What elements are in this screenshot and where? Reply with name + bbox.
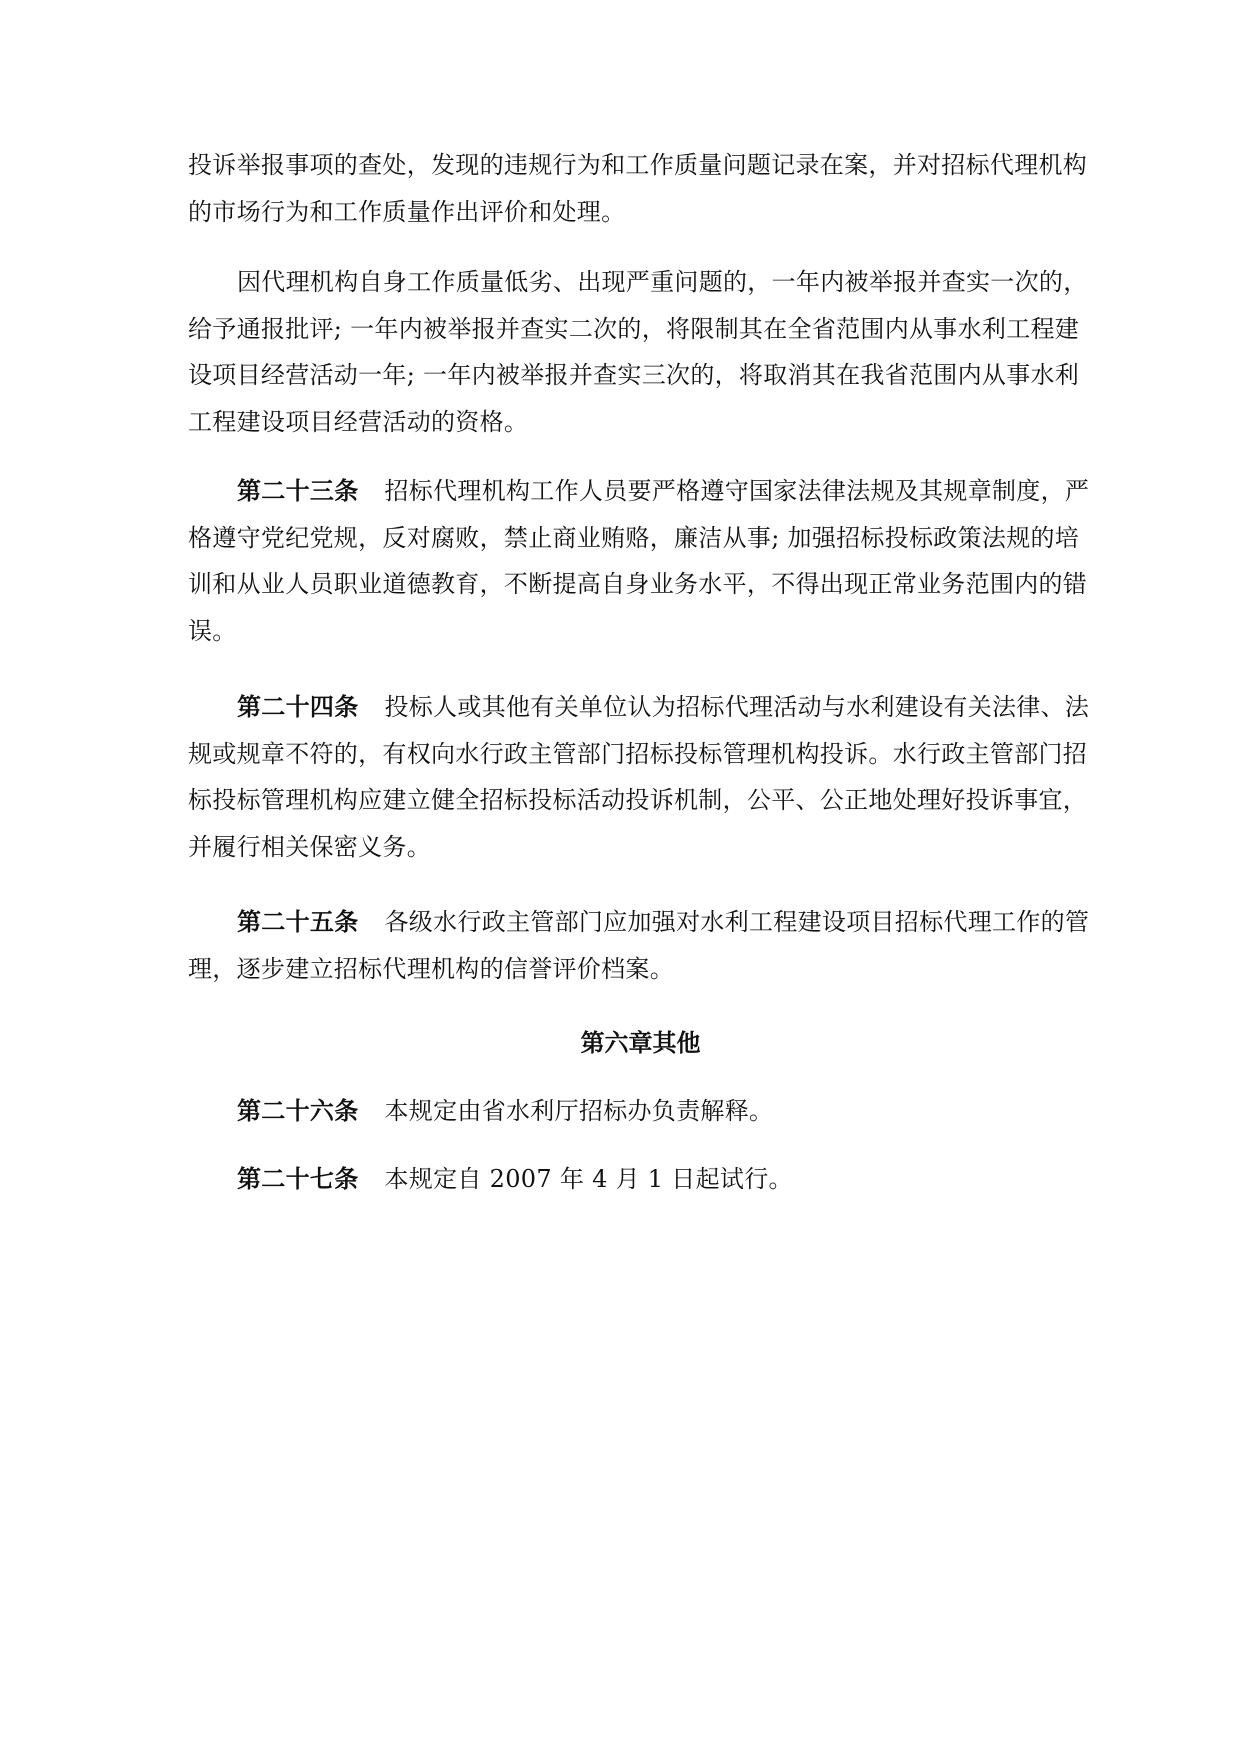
article-26 bbox=[188, 1088, 1093, 1135]
article-25 bbox=[188, 899, 1093, 992]
article-26-text: 本规定由省水利厅招标办负责解释。 bbox=[384, 1097, 774, 1125]
article-23-number: 第二十三条 bbox=[237, 476, 359, 505]
chapter-6-title: 第六章其他 bbox=[580, 1028, 701, 1057]
article-27 bbox=[188, 1156, 1093, 1203]
article-25-text: 各级水行政主管部门应加强对水利工程建设项目招标代理工作的管理，逐步建立招标代理机构的信誉评价档案。 bbox=[188, 908, 1090, 983]
article-23-text: 招标代理机构工作人员要严格遵守国家法律法规及其规章制度，严格遵守党纪党规，反对腐败，禁止商业贿赂，廉洁从事; 加强招标投标政策法规的培训和从业人员职业道德教育，不断提高自身业务水平，不得出现正常业务范围内的错误。 bbox=[188, 477, 1090, 645]
article-24 bbox=[188, 684, 1093, 870]
article-24-text: 投标人或其他有关单位认为招标代理活动与水利建设有关法律、法规或规章不符的，有权向水行政主管部门招标投标管理机构投诉。水行政主管部门招标投标管理机构应建立健全招标投标活动投诉机制，公平、公正地处理好投诉事宜，并履行相关保密义务。 bbox=[188, 693, 1090, 861]
article-23 bbox=[188, 468, 1093, 654]
article-24-number: 第二十四条 bbox=[237, 692, 359, 721]
article-25-number: 第二十五条 bbox=[237, 907, 359, 936]
paragraph-continued: 投诉举报事项的查处，发现的违规行为和工作质量问题记录在案，并对招标代理机构的市场行为和工作质量作出评价和处理。 bbox=[188, 151, 1088, 226]
article-27-number: 第二十七条 bbox=[237, 1164, 359, 1193]
article-26-number: 第二十六条 bbox=[237, 1096, 359, 1125]
article-27-text: 本规定自 2007 年 4 月 1 日起试行。 bbox=[384, 1165, 793, 1193]
paragraph-penalty: 因代理机构自身工作质量低劣、出现严重问题的，一年内被举报并查实一次的，给予通报批评; 一年内被举报并查实二次的，将限制其在全省范围内从事水利工程建设项目经营活动一年; 一年内被举报并查实三次的，将取消其在我省范围内从事水利工程建设项目经营活动的资格。 bbox=[188, 268, 1088, 436]
